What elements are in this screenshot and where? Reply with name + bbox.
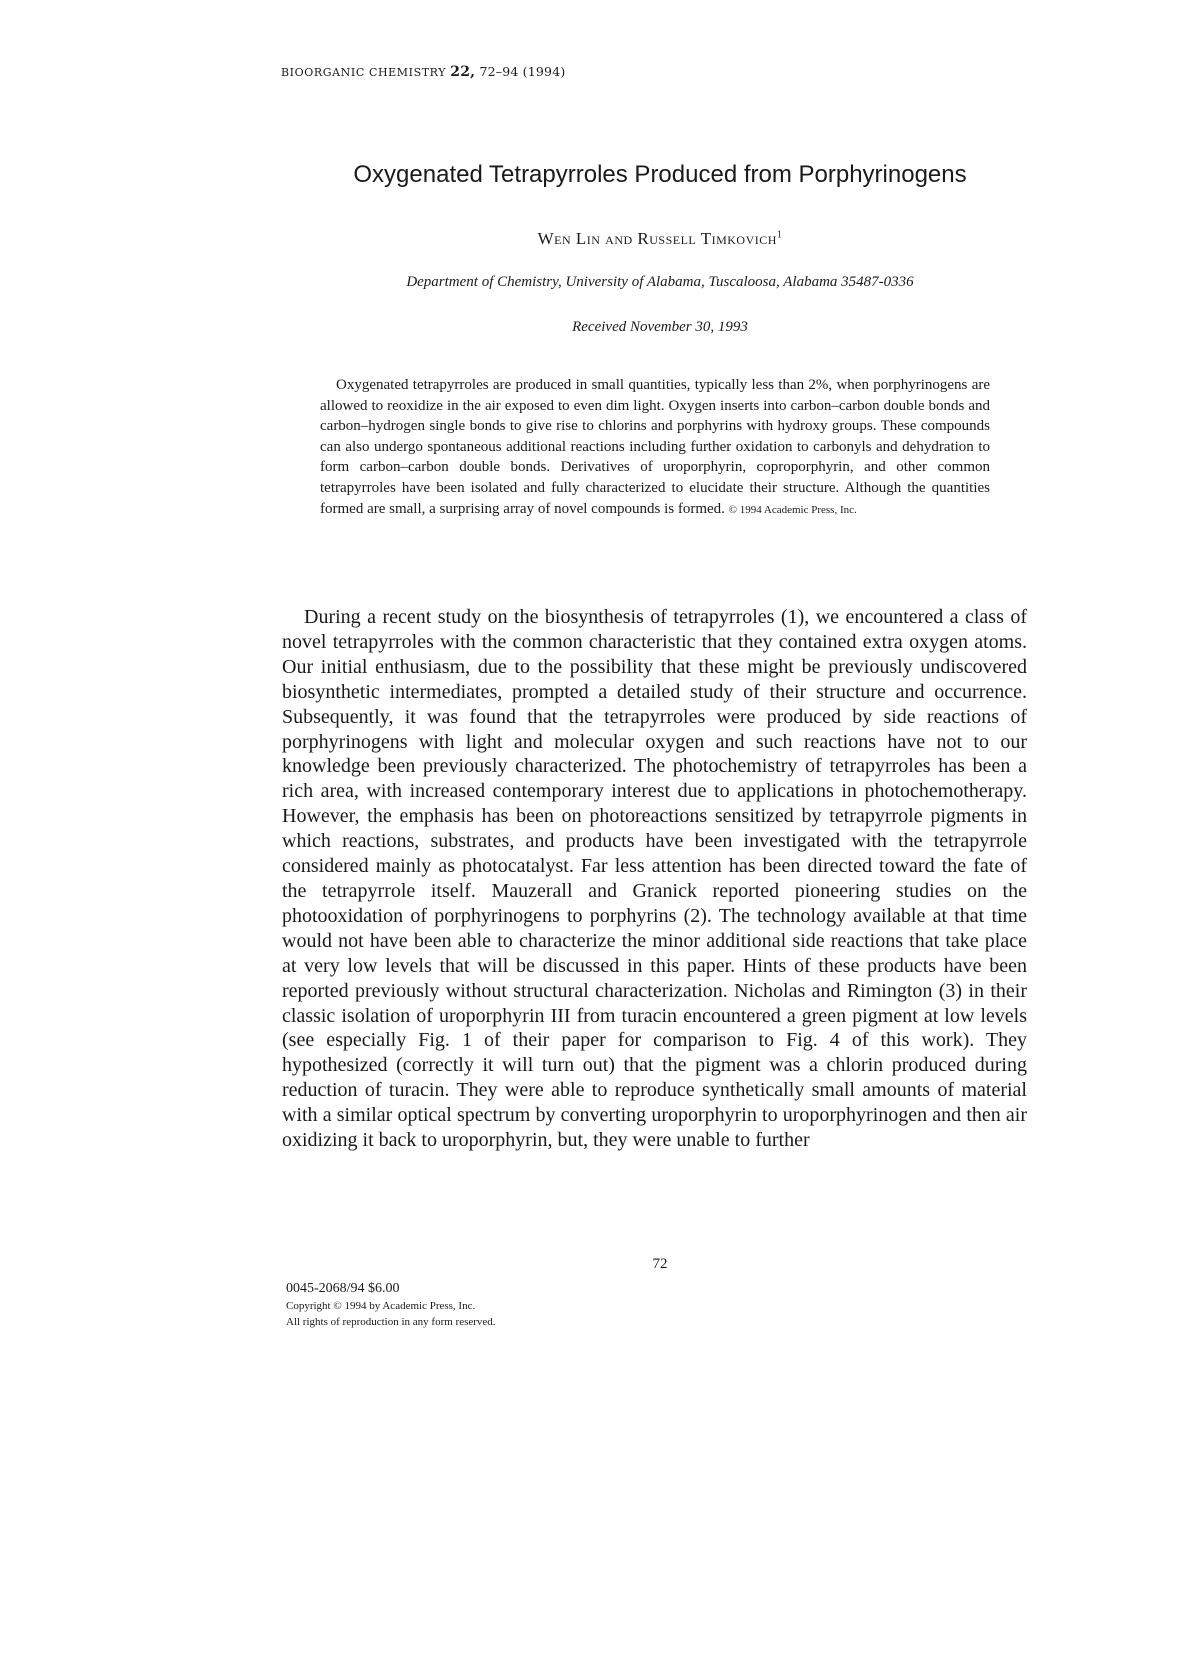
article-authors [270, 229, 1050, 249]
abstract [320, 375, 990, 520]
body-paragraph: During a recent study on the biosynthesis of tetrapyrroles (1), we encountered a class of novel tetrapyrroles with the common characteristic that they contained extra oxygen atoms. Our initial enthusiasm, due to the possibility that these might be previously undiscovered biosynthetic intermediates, prompted a detailed study of their structure and occurrence. Subsequently, it was found that the tetrapyrroles were produced by side reactions of porphyrinogens with light and molecular oxygen and such reactions have not to our knowledge been previously characterized. The photochemistry of tetrapyrroles has been a rich area, with increased contemporary interest due to applications in photochemotherapy. However, the emphasis has been on photoreactions sensitized by tetrapyrrole pigments in which reactions, substrates, and products have been investigated with the tetrapyrrole considered mainly as photocatalyst. Far less attention has been directed toward the fate of the tetrapyrrole itself. Mauzerall and Granick reported pioneering studies on the photooxidation of porphyrinogens to porphyrins (2). The technology available at that time would not have been able to characterize the minor additional side reactions that take place at very low levels that will be discussed in this paper. Hints of these products have been reported previously without structural characterization. Nicholas and Rimington (3) in their classic isolation of uroporphyrin III from turacin encountered a green pigment at low levels (see especially Fig. 1 of their paper for comparison to Fig. 4 of this work). They hypothesized (correctly it will turn out) that the pigment was a chlorin produced during reduction of turacin. They were able to reproduce synthetically small amounts of material with a similar optical spectrum by converting uroporphyrin to uroporphyrinogen and then air oxidizing it back to uroporphyrin, but, they were unable to further [282, 606, 1027, 1152]
author-footnote-mark: 1 [776, 229, 783, 241]
page-number: 72 [652, 1256, 668, 1272]
author-affiliation: Department of Chemistry, University of Alabama, Tuscaloosa, Alabama 35487-0336 [406, 274, 914, 290]
abstract-copyright: © 1994 Academic Press, Inc. [728, 503, 857, 516]
footer-issn-price: 0045-2068/94 $6.00 [286, 1281, 400, 1296]
abstract-text: Oxygenated tetrapyrroles are produced in small quantities, typically less than 2%, when porphyrinogens are allowed to reoxidize in the air exposed to even dim light. Oxygen inserts into carbon–carbon double bonds and carbon–hydrogen single bonds to give rise to chlorins and porphyrins with hydroxy groups. These compounds can also undergo spontaneous additional reactions including further oxidation to carbonyls and dehydration to form carbon–carbon double bonds. Derivatives of uroporphyrin, coproporphyrin, and other common tetrapyrroles have been isolated and fully characterized to elucidate their structure. Although the quantities formed are small, a surprising array of novel compounds is formed. [320, 377, 990, 517]
journal-volume: 22, [450, 64, 476, 80]
footer-rights: All rights of reproduction in any form reserved. [286, 1316, 496, 1328]
journal-pages-year: 72–94 (1994) [479, 64, 566, 79]
journal-citation [281, 64, 565, 80]
author-names: Wen Lin and Russell Timkovich [537, 229, 777, 248]
footer-copyright: Copyright © 1994 by Academic Press, Inc. [286, 1300, 476, 1312]
received-date: Received November 30, 1993 [572, 319, 748, 335]
article-title: Oxygenated Tetrapyrroles Produced from Porphyrinogens [353, 161, 967, 188]
journal-name: BIOORGANIC CHEMISTRY [281, 66, 447, 79]
footer-block [286, 1280, 496, 1330]
